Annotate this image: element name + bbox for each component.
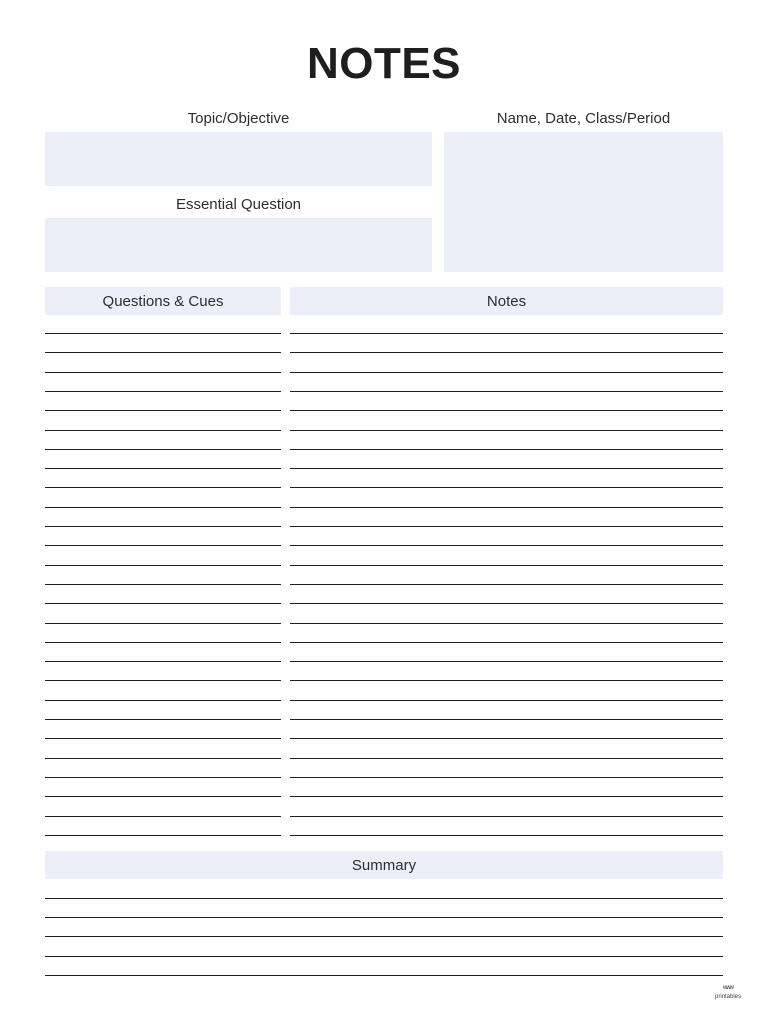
ruled-line (45, 835, 281, 836)
ruled-line (290, 719, 723, 720)
ruled-line (45, 898, 723, 899)
name-date-class-field[interactable] (444, 132, 723, 272)
ruled-line (290, 603, 723, 604)
ruled-line (45, 758, 281, 759)
cues-lines[interactable] (45, 315, 281, 840)
ruled-line (45, 623, 281, 624)
ruled-line (290, 661, 723, 662)
ruled-line (45, 526, 281, 527)
ruled-line (290, 623, 723, 624)
ruled-line (290, 430, 723, 431)
ruled-line (45, 936, 723, 937)
ruled-line (290, 565, 723, 566)
essential-question-field[interactable] (45, 218, 432, 272)
ruled-line (45, 333, 281, 334)
ruled-line (290, 391, 723, 392)
ruled-line (290, 468, 723, 469)
ruled-line (45, 487, 281, 488)
ruled-line (290, 352, 723, 353)
ruled-line (45, 372, 281, 373)
ruled-line (45, 545, 281, 546)
ruled-line (45, 796, 281, 797)
ruled-line (290, 700, 723, 701)
essential-question-label: Essential Question (175, 196, 302, 213)
ruled-line (290, 758, 723, 759)
printables-logo (706, 983, 750, 1003)
notes-header: Notes (290, 287, 723, 315)
name-date-class-label: Name, Date, Class/Period (496, 110, 671, 127)
ruled-line (45, 816, 281, 817)
notes-lines[interactable] (290, 315, 723, 840)
ruled-line (290, 816, 723, 817)
ruled-line (290, 449, 723, 450)
ruled-line (45, 507, 281, 508)
topic-objective-field[interactable] (45, 132, 432, 186)
ruled-line (45, 738, 281, 739)
ruled-line (45, 430, 281, 431)
ruled-line (290, 835, 723, 836)
ruled-line (290, 487, 723, 488)
ruled-line (45, 777, 281, 778)
logo-text: printables (714, 994, 741, 1000)
ruled-line (290, 545, 723, 546)
ruled-line (290, 738, 723, 739)
ruled-line (45, 680, 281, 681)
ruled-line (45, 584, 281, 585)
ruled-line (290, 410, 723, 411)
ruled-line (290, 680, 723, 681)
topic-objective-label: Topic/Objective (187, 110, 290, 127)
ruled-line (45, 603, 281, 604)
ruled-line (45, 700, 281, 701)
ruled-line (45, 917, 723, 918)
ruled-line (45, 642, 281, 643)
logo-mark: ʷʷʷ (723, 983, 733, 993)
ruled-line (45, 661, 281, 662)
ruled-line (45, 468, 281, 469)
ruled-line (45, 391, 281, 392)
ruled-line (45, 975, 723, 976)
ruled-line (45, 956, 723, 957)
questions-cues-header: Questions & Cues (45, 287, 281, 315)
ruled-line (290, 333, 723, 334)
ruled-line (290, 584, 723, 585)
summary-header: Summary (45, 851, 723, 879)
ruled-line (290, 507, 723, 508)
ruled-line (290, 796, 723, 797)
summary-lines[interactable] (45, 879, 723, 979)
ruled-line (45, 719, 281, 720)
ruled-line (290, 777, 723, 778)
page-title: NOTES (306, 39, 462, 88)
ruled-line (290, 642, 723, 643)
ruled-line (290, 372, 723, 373)
ruled-line (45, 565, 281, 566)
ruled-line (45, 449, 281, 450)
ruled-line (290, 526, 723, 527)
ruled-line (45, 410, 281, 411)
ruled-line (45, 352, 281, 353)
